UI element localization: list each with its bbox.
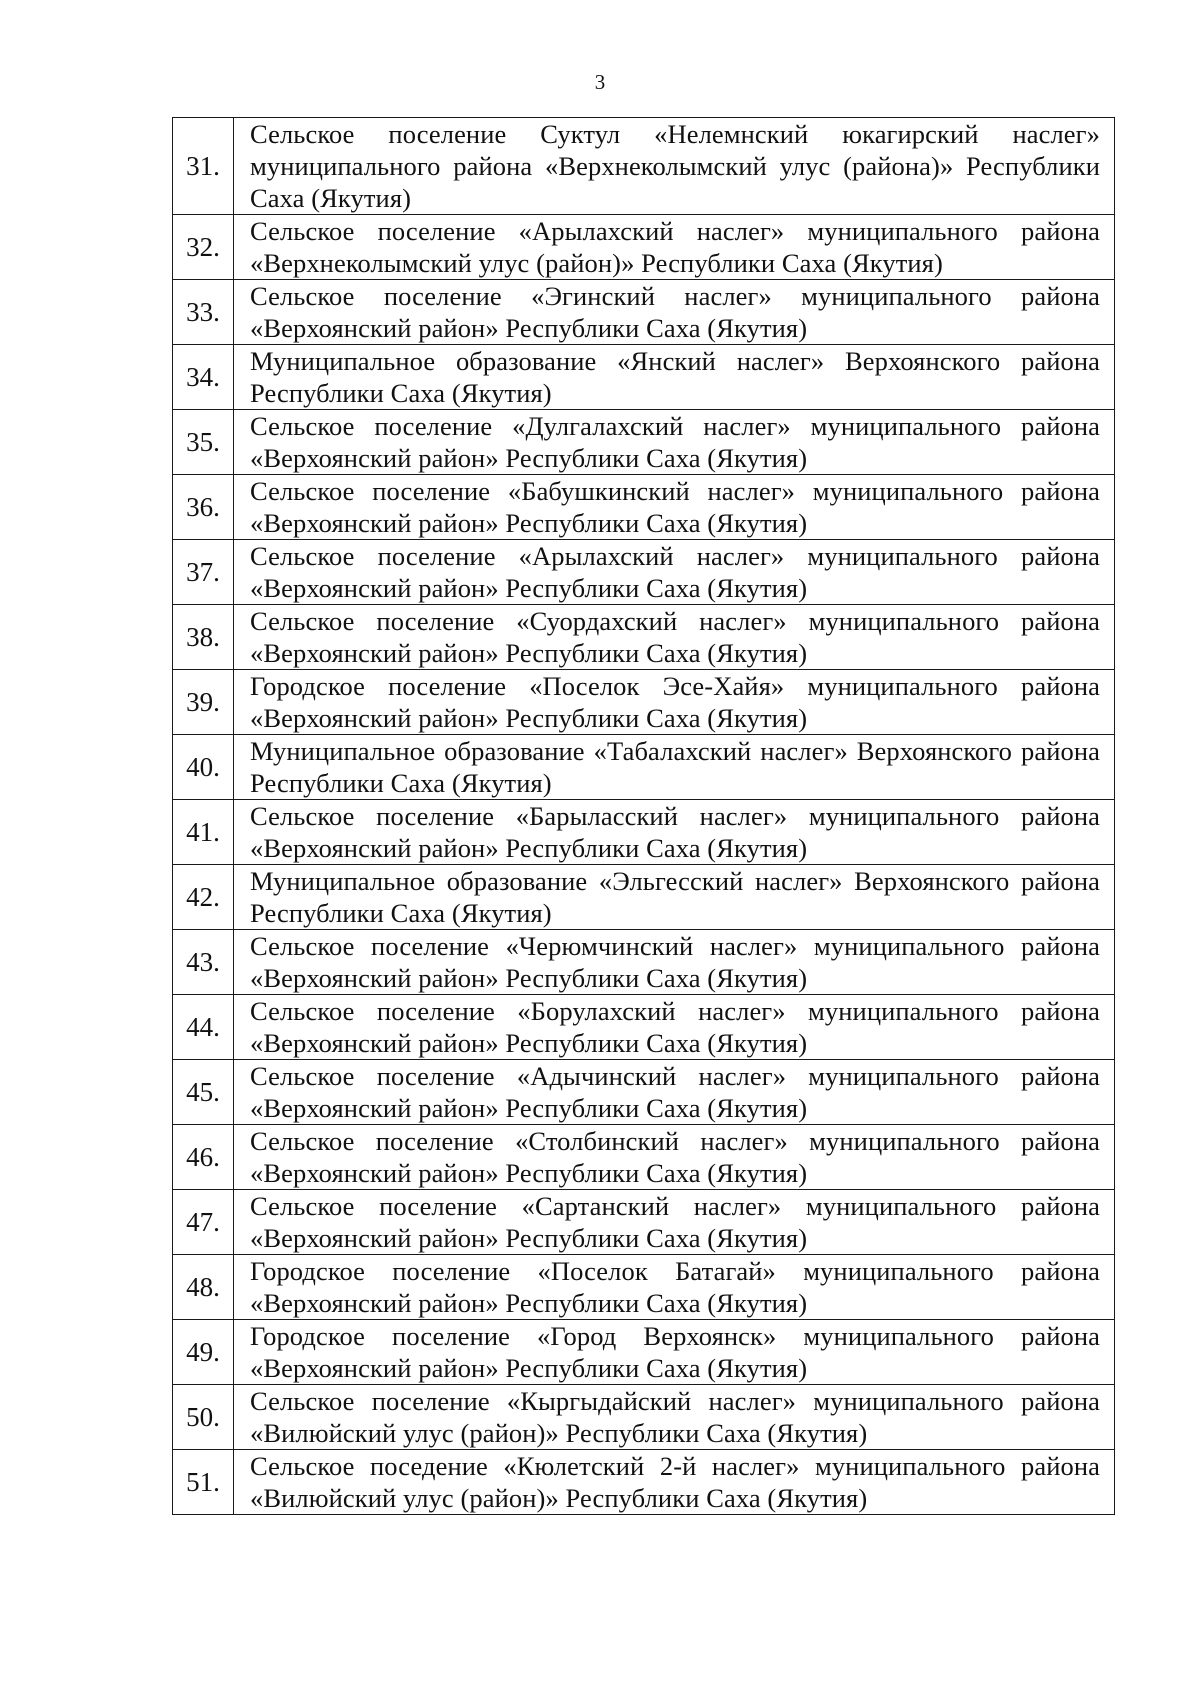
row-text: Сельское поселение Суктул «Нелемнский юкагирский наслег» муниципального района «Верхнеколымский улус (района)» Республики Саха (Якутия) bbox=[234, 118, 1115, 215]
row-number: 40. bbox=[173, 735, 234, 800]
table-row bbox=[173, 118, 1115, 215]
row-text: Муниципальное образование «Янский наслег» Верхоянского района Республики Саха (Якутия) bbox=[234, 345, 1115, 410]
row-number: 36. bbox=[173, 475, 234, 540]
row-number: 44. bbox=[173, 995, 234, 1060]
row-number: 37. bbox=[173, 540, 234, 605]
table-row bbox=[173, 1320, 1115, 1385]
table-row bbox=[173, 930, 1115, 995]
table-row bbox=[173, 605, 1115, 670]
row-number: 43. bbox=[173, 930, 234, 995]
page-number: 3 bbox=[594, 70, 606, 94]
row-number: 31. bbox=[173, 118, 234, 215]
row-text: Сельское поселение «Столбинский наслег» муниципального района «Верхоянский район» Республики Саха (Якутия) bbox=[234, 1125, 1115, 1190]
row-number: 32. bbox=[173, 215, 234, 280]
table-row bbox=[173, 670, 1115, 735]
municipalities-table-container bbox=[172, 117, 1115, 1515]
table-row bbox=[173, 1385, 1115, 1450]
row-number: 46. bbox=[173, 1125, 234, 1190]
row-text: Сельское поселение «Арылахский наслег» муниципального района «Верхнеколымский улус (район)» Республики Саха (Якутия) bbox=[234, 215, 1115, 280]
row-number: 45. bbox=[173, 1060, 234, 1125]
table-row bbox=[173, 215, 1115, 280]
row-text: Сельское поселение «Черюмчинский наслег» муниципального района «Верхоянский район» Республики Саха (Якутия) bbox=[234, 930, 1115, 995]
row-text: Городское поселение «Город Верхоянск» муниципального района «Верхоянский район» Республики Саха (Якутия) bbox=[234, 1320, 1115, 1385]
row-text: Муниципальное образование «Эльгесский наслег» Верхоянского района Республики Саха (Якутия) bbox=[234, 865, 1115, 930]
row-text: Муниципальное образование «Табалахский наслег» Верхоянского района Республики Саха (Якутия) bbox=[234, 735, 1115, 800]
table-row bbox=[173, 345, 1115, 410]
row-number: 47. bbox=[173, 1190, 234, 1255]
row-number: 51. bbox=[173, 1450, 234, 1515]
row-text: Городское поселение «Поселок Эсе-Хайя» муниципального района «Верхоянский район» Республики Саха (Якутия) bbox=[234, 670, 1115, 735]
row-text: Сельское поседение «Кюлетский 2-й наслег» муниципального района «Вилюйский улус (район)» Республики Саха (Якутия) bbox=[234, 1450, 1115, 1515]
row-number: 38. bbox=[173, 605, 234, 670]
table-row bbox=[173, 1190, 1115, 1255]
table-row bbox=[173, 1450, 1115, 1515]
table-row bbox=[173, 1125, 1115, 1190]
row-number: 34. bbox=[173, 345, 234, 410]
row-text: Сельское поселение «Бабушкинский наслег» муниципального района «Верхоянский район» Республики Саха (Якутия) bbox=[234, 475, 1115, 540]
row-text: Сельское поселение «Суордахский наслег» муниципального района «Верхоянский район» Республики Саха (Якутия) bbox=[234, 605, 1115, 670]
row-text: Сельское поселение «Сартанский наслег» муниципального района «Верхоянский район» Республики Саха (Якутия) bbox=[234, 1190, 1115, 1255]
table-row bbox=[173, 800, 1115, 865]
row-number: 49. bbox=[173, 1320, 234, 1385]
row-text: Сельское поселение «Дулгалахский наслег» муниципального района «Верхоянский район» Республики Саха (Якутия) bbox=[234, 410, 1115, 475]
row-text: Городское поселение «Поселок Батагай» муниципального района «Верхоянский район» Республики Саха (Якутия) bbox=[234, 1255, 1115, 1320]
municipalities-table bbox=[172, 117, 1115, 1515]
row-number: 39. bbox=[173, 670, 234, 735]
row-text: Сельское поселение «Адычинский наслег» муниципального района «Верхоянский район» Республики Саха (Якутия) bbox=[234, 1060, 1115, 1125]
row-number: 33. bbox=[173, 280, 234, 345]
table-row bbox=[173, 865, 1115, 930]
table-row bbox=[173, 1060, 1115, 1125]
table-row bbox=[173, 1255, 1115, 1320]
row-number: 50. bbox=[173, 1385, 234, 1450]
row-text: Сельское поселение «Эгинский наслег» муниципального района «Верхоянский район» Республики Саха (Якутия) bbox=[234, 280, 1115, 345]
row-number: 35. bbox=[173, 410, 234, 475]
table-row bbox=[173, 995, 1115, 1060]
row-number: 48. bbox=[173, 1255, 234, 1320]
row-number: 41. bbox=[173, 800, 234, 865]
table-row bbox=[173, 735, 1115, 800]
table-row bbox=[173, 410, 1115, 475]
table-body bbox=[173, 118, 1115, 1515]
row-number: 42. bbox=[173, 865, 234, 930]
row-text: Сельское поселение «Барыласский наслег» муниципального района «Верхоянский район» Республики Саха (Якутия) bbox=[234, 800, 1115, 865]
table-row bbox=[173, 280, 1115, 345]
row-text: Сельское поселение «Кыргыдайский наслег» муниципального района «Вилюйский улус (район)» Республики Саха (Якутия) bbox=[234, 1385, 1115, 1450]
row-text: Сельское поселение «Борулахский наслег» муниципального района «Верхоянский район» Республики Саха (Якутия) bbox=[234, 995, 1115, 1060]
row-text: Сельское поселение «Арылахский наслег» муниципального района «Верхоянский район» Республики Саха (Якутия) bbox=[234, 540, 1115, 605]
table-row bbox=[173, 540, 1115, 605]
table-row bbox=[173, 475, 1115, 540]
